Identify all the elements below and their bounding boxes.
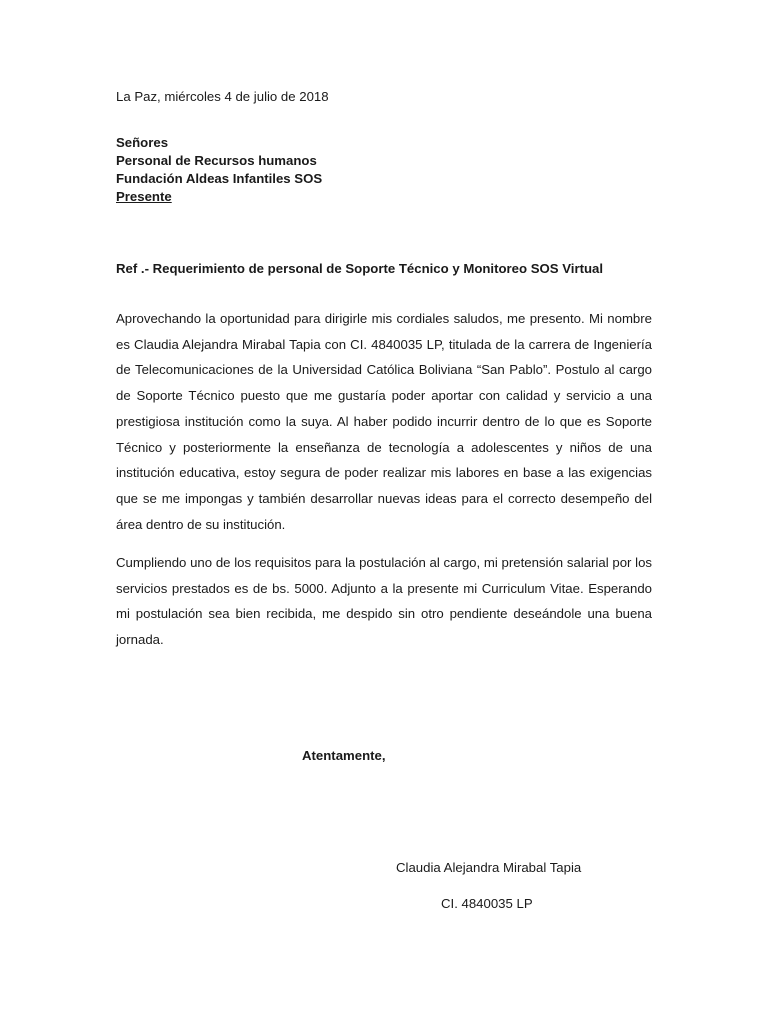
signature-id: CI. 4840035 LP — [441, 896, 533, 911]
body-paragraph-1: Aprovechando la oportunidad para dirigirle mis cordiales saludos, me presento. Mi nombre es Claudia Alejandra Mirabal Tapia con CI. 4840035 LP, titulada de la carrera de Ingeniería de Telecomunicaciones de la Universidad Católica Boliviana “San Pablo”. Postulo al cargo de Soporte Técnico puesto que me gustaría poder aportar con calidad y servicio a una prestigiosa institución como la suya. Al haber podido incurrir dentro de lo que es Soporte Técnico y posteriormente la enseñanza de tecnología a adolescentes y niños de una institución educativa, estoy segura de poder realizar mis labores en base a las exigencias que se me impongas y también desarrollar nuevas ideas para el correcto desempeño del área dentro de su institución. — [116, 311, 652, 532]
body-paragraph-2: Cumpliendo uno de los requisitos para la postulación al cargo, mi pretensión salarial por los servicios prestados es de bs. 5000. Adjunto a la presente mi Curriculum Vitae. Esperando mi postulación sea bien recibida, me despido sin otro pendiente deseándole una buena jornada. — [116, 555, 652, 648]
signature-name: Claudia Alejandra Mirabal Tapia — [396, 860, 582, 875]
date-line: La Paz, miércoles 4 de julio de 2018 — [116, 89, 329, 104]
recipient-presente: Presente — [116, 189, 172, 204]
recipient-department: Personal de Recursos humanos — [116, 153, 317, 168]
recipient-organization: Fundación Aldeas Infantiles SOS — [116, 171, 323, 186]
closing-line: Atentamente, — [302, 748, 386, 763]
recipient-salutation: Señores — [116, 135, 169, 150]
reference-line: Ref .- Requerimiento de personal de Soporte Técnico y Monitoreo SOS Virtual — [116, 261, 604, 276]
